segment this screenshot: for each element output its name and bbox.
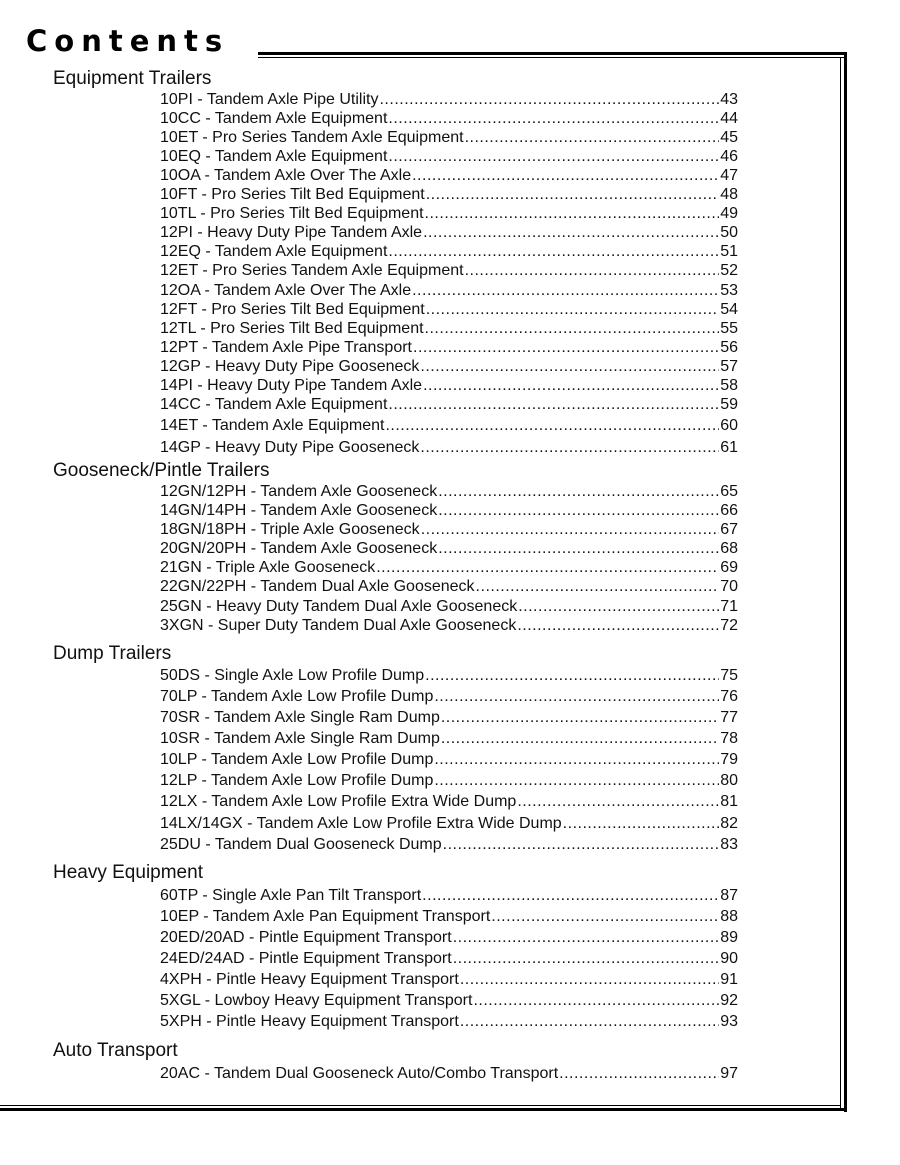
toc-entry-label: 10EP - Tandem Axle Pan Equipment Transport bbox=[160, 908, 491, 925]
dot-leader bbox=[563, 814, 720, 833]
toc-entry-label: 14PI - Heavy Duty Pipe Tandem Axle bbox=[160, 377, 423, 394]
frame-top-inner-line bbox=[258, 57, 844, 58]
toc-entry-page-number: 97 bbox=[720, 1065, 738, 1082]
dot-leader bbox=[388, 109, 719, 128]
dot-leader bbox=[412, 166, 719, 185]
toc-entry[interactable] bbox=[160, 438, 738, 457]
toc-entry-page-number: 58 bbox=[720, 377, 738, 394]
dot-leader bbox=[438, 539, 719, 558]
dot-leader bbox=[426, 300, 719, 319]
toc-entry[interactable] bbox=[160, 886, 738, 905]
toc-entry-page-number: 69 bbox=[720, 559, 738, 576]
dot-leader bbox=[388, 395, 719, 414]
toc-entry-page-number: 79 bbox=[720, 751, 738, 768]
frame-top-line bbox=[258, 52, 847, 55]
toc-entry-label: 20AC - Tandem Dual Gooseneck Auto/Combo Transport bbox=[160, 1065, 559, 1082]
dot-leader bbox=[517, 792, 719, 811]
dot-leader bbox=[559, 1064, 719, 1083]
dot-leader bbox=[443, 835, 720, 854]
dot-leader bbox=[517, 616, 719, 635]
toc-entry-label: 21GN - Triple Axle Gooseneck bbox=[160, 559, 376, 576]
dot-leader bbox=[413, 338, 719, 357]
dot-leader bbox=[388, 242, 719, 261]
toc-entry-page-number: 45 bbox=[720, 129, 738, 146]
dot-leader bbox=[438, 501, 719, 520]
toc-entry-label: 10FT - Pro Series Tilt Bed Equipment bbox=[160, 186, 425, 203]
toc-entry-label: 14LX/14GX - Tandem Axle Low Profile Extra Wide Dump bbox=[160, 815, 562, 832]
toc-entry-page-number: 57 bbox=[720, 358, 738, 375]
toc-entry-label: 70LP - Tandem Axle Low Profile Dump bbox=[160, 688, 434, 705]
toc-entry-label: 20ED/20AD - Pintle Equipment Transport bbox=[160, 929, 452, 946]
dot-leader bbox=[441, 708, 719, 727]
page-title: Contents bbox=[26, 24, 230, 58]
toc-entry[interactable] bbox=[160, 376, 738, 395]
toc-entry-page-number: 90 bbox=[720, 950, 738, 967]
toc-entry-page-number: 49 bbox=[720, 205, 738, 222]
dot-leader bbox=[425, 666, 719, 685]
toc-entry-label: 22GN/22PH - Tandem Dual Axle Gooseneck bbox=[160, 578, 475, 595]
toc-entry-page-number: 80 bbox=[720, 772, 738, 789]
toc-entry-label: 14ET - Tandem Axle Equipment bbox=[160, 417, 385, 434]
toc-entry[interactable] bbox=[160, 204, 738, 223]
toc-entry[interactable] bbox=[160, 185, 738, 204]
frame-right-line bbox=[844, 52, 847, 1112]
toc-entry-page-number: 51 bbox=[720, 243, 738, 260]
dot-leader bbox=[476, 577, 720, 596]
toc-entry[interactable] bbox=[160, 520, 738, 539]
toc-entry-label: 12GP - Heavy Duty Pipe Gooseneck bbox=[160, 358, 420, 375]
toc-entry-page-number: 72 bbox=[720, 617, 738, 634]
toc-entry[interactable] bbox=[160, 416, 738, 435]
toc-entry-label: 10OA - Tandem Axle Over The Axle bbox=[160, 167, 412, 184]
toc-entry-label: 3XGN - Super Duty Tandem Dual Axle Gooseneck bbox=[160, 617, 517, 634]
toc-entry-page-number: 81 bbox=[720, 793, 738, 810]
dot-leader bbox=[491, 907, 719, 926]
toc-entry-page-number: 76 bbox=[720, 688, 738, 705]
toc-entry-page-number: 46 bbox=[720, 148, 738, 165]
dot-leader bbox=[460, 1012, 719, 1031]
toc-entry-label: 24ED/24AD - Pintle Equipment Transport bbox=[160, 950, 452, 967]
toc-entry[interactable] bbox=[160, 338, 738, 357]
toc-entry[interactable] bbox=[160, 242, 738, 261]
dot-leader bbox=[379, 90, 719, 109]
toc-entry[interactable] bbox=[160, 666, 738, 685]
toc-entry-page-number: 60 bbox=[720, 417, 738, 434]
toc-entry-label: 12ET - Pro Series Tandem Axle Equipment bbox=[160, 262, 464, 279]
toc-entry-label: 12FT - Pro Series Tilt Bed Equipment bbox=[160, 301, 425, 318]
dot-leader bbox=[426, 185, 719, 204]
toc-entry-page-number: 91 bbox=[720, 971, 738, 988]
toc-entry-label: 12LX - Tandem Axle Low Profile Extra Wide Dump bbox=[160, 793, 517, 810]
toc-entry[interactable] bbox=[160, 319, 738, 338]
toc-entry[interactable] bbox=[160, 1064, 738, 1083]
dot-leader bbox=[423, 376, 719, 395]
section-heading: Heavy Equipment bbox=[53, 862, 203, 883]
toc-entry-label: 14GN/14PH - Tandem Axle Gooseneck bbox=[160, 502, 438, 519]
dot-leader bbox=[453, 949, 720, 968]
toc-entry[interactable] bbox=[160, 539, 738, 558]
toc-entry[interactable] bbox=[160, 395, 738, 414]
toc-entry[interactable] bbox=[160, 687, 738, 706]
toc-entry[interactable] bbox=[160, 616, 738, 635]
toc-entry-page-number: 52 bbox=[720, 262, 738, 279]
dot-leader bbox=[376, 558, 719, 577]
toc-entry-label: 12OA - Tandem Axle Over The Axle bbox=[160, 282, 412, 299]
toc-entry[interactable] bbox=[160, 949, 738, 968]
dot-leader bbox=[423, 223, 719, 242]
toc-entry-page-number: 44 bbox=[720, 110, 738, 127]
toc-entry-page-number: 66 bbox=[720, 502, 738, 519]
toc-entry-page-number: 68 bbox=[720, 540, 738, 557]
toc-entry-page-number: 78 bbox=[720, 730, 738, 747]
toc-entry[interactable] bbox=[160, 558, 738, 577]
section-heading: Auto Transport bbox=[53, 1040, 178, 1061]
dot-leader bbox=[434, 750, 719, 769]
toc-entry-page-number: 55 bbox=[720, 320, 738, 337]
dot-leader bbox=[460, 970, 719, 989]
toc-entry-label: 50DS - Single Axle Low Profile Dump bbox=[160, 667, 425, 684]
toc-entry-page-number: 75 bbox=[720, 667, 738, 684]
toc-entry-page-number: 67 bbox=[720, 521, 738, 538]
toc-entry[interactable] bbox=[160, 482, 738, 501]
toc-entry-page-number: 48 bbox=[720, 186, 738, 203]
toc-entry-label: 14GP - Heavy Duty Pipe Gooseneck bbox=[160, 439, 420, 456]
toc-entry-label: 10TL - Pro Series Tilt Bed Equipment bbox=[160, 205, 424, 222]
toc-entry[interactable] bbox=[160, 261, 738, 280]
toc-entry[interactable] bbox=[160, 814, 738, 833]
toc-entry-page-number: 77 bbox=[720, 709, 738, 726]
toc-entry[interactable] bbox=[160, 750, 738, 769]
dot-leader bbox=[425, 204, 720, 223]
toc-entry-page-number: 89 bbox=[720, 929, 738, 946]
section-heading: Equipment Trailers bbox=[53, 68, 212, 89]
toc-entry[interactable] bbox=[160, 907, 738, 926]
toc-entry[interactable] bbox=[160, 281, 738, 300]
dot-leader bbox=[465, 128, 720, 147]
toc-entry-label: 12LP - Tandem Axle Low Profile Dump bbox=[160, 772, 434, 789]
toc-entry-label: 14CC - Tandem Axle Equipment bbox=[160, 396, 388, 413]
toc-entry-label: 70SR - Tandem Axle Single Ram Dump bbox=[160, 709, 440, 726]
toc-entry[interactable] bbox=[160, 729, 738, 748]
dot-leader bbox=[385, 416, 719, 435]
toc-entry-label: 10LP - Tandem Axle Low Profile Dump bbox=[160, 751, 434, 768]
toc-entry-label: 10PI - Tandem Axle Pipe Utility bbox=[160, 91, 379, 108]
toc-entry[interactable] bbox=[160, 708, 738, 727]
toc-entry-label: 10SR - Tandem Axle Single Ram Dump bbox=[160, 730, 440, 747]
dot-leader bbox=[420, 438, 719, 457]
toc-entry-label: 12PI - Heavy Duty Pipe Tandem Axle bbox=[160, 224, 423, 241]
toc-entry-page-number: 47 bbox=[720, 167, 738, 184]
toc-entry-label: 60TP - Single Axle Pan Tilt Transport bbox=[160, 887, 422, 904]
toc-entry-page-number: 56 bbox=[720, 339, 738, 356]
toc-entry-page-number: 92 bbox=[720, 992, 738, 1009]
toc-entry-page-number: 93 bbox=[720, 1013, 738, 1030]
frame-bottom-inner-line bbox=[0, 1105, 841, 1106]
toc-entry[interactable] bbox=[160, 128, 738, 147]
toc-entry-label: 12PT - Tandem Axle Pipe Transport bbox=[160, 339, 412, 356]
toc-entry-page-number: 88 bbox=[720, 908, 738, 925]
toc-entry[interactable] bbox=[160, 109, 738, 128]
toc-entry[interactable] bbox=[160, 792, 738, 811]
toc-entry[interactable] bbox=[160, 357, 738, 376]
section-heading: Dump Trailers bbox=[53, 643, 172, 664]
section-heading: Gooseneck/Pintle Trailers bbox=[53, 460, 270, 481]
toc-entry-label: 5XPH - Pintle Heavy Equipment Transport bbox=[160, 1013, 459, 1030]
toc-entry[interactable] bbox=[160, 771, 738, 790]
dot-leader bbox=[434, 771, 719, 790]
toc-entry[interactable] bbox=[160, 928, 738, 947]
dot-leader bbox=[425, 319, 720, 338]
dot-leader bbox=[441, 729, 719, 748]
toc-entry-label: 25DU - Tandem Dual Gooseneck Dump bbox=[160, 836, 442, 853]
toc-entry[interactable] bbox=[160, 300, 738, 319]
toc-entry-page-number: 87 bbox=[720, 887, 738, 904]
toc-entry-label: 12EQ - Tandem Axle Equipment bbox=[160, 243, 388, 260]
toc-entry-page-number: 83 bbox=[720, 836, 738, 853]
toc-entry-page-number: 71 bbox=[720, 598, 738, 615]
toc-entry-page-number: 82 bbox=[720, 815, 738, 832]
toc-entry[interactable] bbox=[160, 90, 738, 109]
dot-leader bbox=[422, 886, 719, 905]
toc-entry-label: 4XPH - Pintle Heavy Equipment Transport bbox=[160, 971, 459, 988]
toc-entry-page-number: 50 bbox=[720, 224, 738, 241]
dot-leader bbox=[421, 520, 720, 539]
toc-entry-page-number: 61 bbox=[720, 439, 738, 456]
toc-entry[interactable] bbox=[160, 1012, 738, 1031]
toc-entry-page-number: 53 bbox=[720, 282, 738, 299]
dot-leader bbox=[518, 597, 719, 616]
toc-entry-label: 18GN/18PH - Triple Axle Gooseneck bbox=[160, 521, 420, 538]
dot-leader bbox=[465, 261, 720, 280]
dot-leader bbox=[434, 687, 719, 706]
frame-bottom-line bbox=[0, 1108, 847, 1111]
toc-entry-label: 10CC - Tandem Axle Equipment bbox=[160, 110, 388, 127]
toc-entry-label: 12GN/12PH - Tandem Axle Gooseneck bbox=[160, 483, 438, 500]
toc-entry[interactable] bbox=[160, 501, 738, 520]
toc-entry-page-number: 54 bbox=[720, 301, 738, 318]
toc-entry-page-number: 59 bbox=[720, 396, 738, 413]
toc-entry-page-number: 70 bbox=[720, 578, 738, 595]
dot-leader bbox=[438, 482, 719, 501]
toc-entry-label: 25GN - Heavy Duty Tandem Dual Axle Gooseneck bbox=[160, 598, 518, 615]
toc-entry[interactable] bbox=[160, 166, 738, 185]
toc-entry-label: 20GN/20PH - Tandem Axle Gooseneck bbox=[160, 540, 438, 557]
toc-entry[interactable] bbox=[160, 223, 738, 242]
toc-entry-label: 12TL - Pro Series Tilt Bed Equipment bbox=[160, 320, 424, 337]
toc-entry-page-number: 65 bbox=[720, 483, 738, 500]
toc-entry-page-number: 43 bbox=[720, 91, 738, 108]
frame-right-inner-line bbox=[840, 57, 841, 1108]
toc-entry[interactable] bbox=[160, 991, 738, 1010]
toc-entry[interactable] bbox=[160, 147, 738, 166]
toc-entry[interactable] bbox=[160, 970, 738, 989]
dot-leader bbox=[473, 991, 719, 1010]
dot-leader bbox=[453, 928, 720, 947]
toc-entry[interactable] bbox=[160, 577, 738, 596]
toc-entry-label: 5XGL - Lowboy Heavy Equipment Transport bbox=[160, 992, 473, 1009]
dot-leader bbox=[412, 281, 719, 300]
toc-entry[interactable] bbox=[160, 597, 738, 616]
toc-entry-label: 10EQ - Tandem Axle Equipment bbox=[160, 148, 388, 165]
dot-leader bbox=[420, 357, 719, 376]
toc-entry-label: 10ET - Pro Series Tandem Axle Equipment bbox=[160, 129, 464, 146]
dot-leader bbox=[388, 147, 719, 166]
toc-entry[interactable] bbox=[160, 835, 738, 854]
